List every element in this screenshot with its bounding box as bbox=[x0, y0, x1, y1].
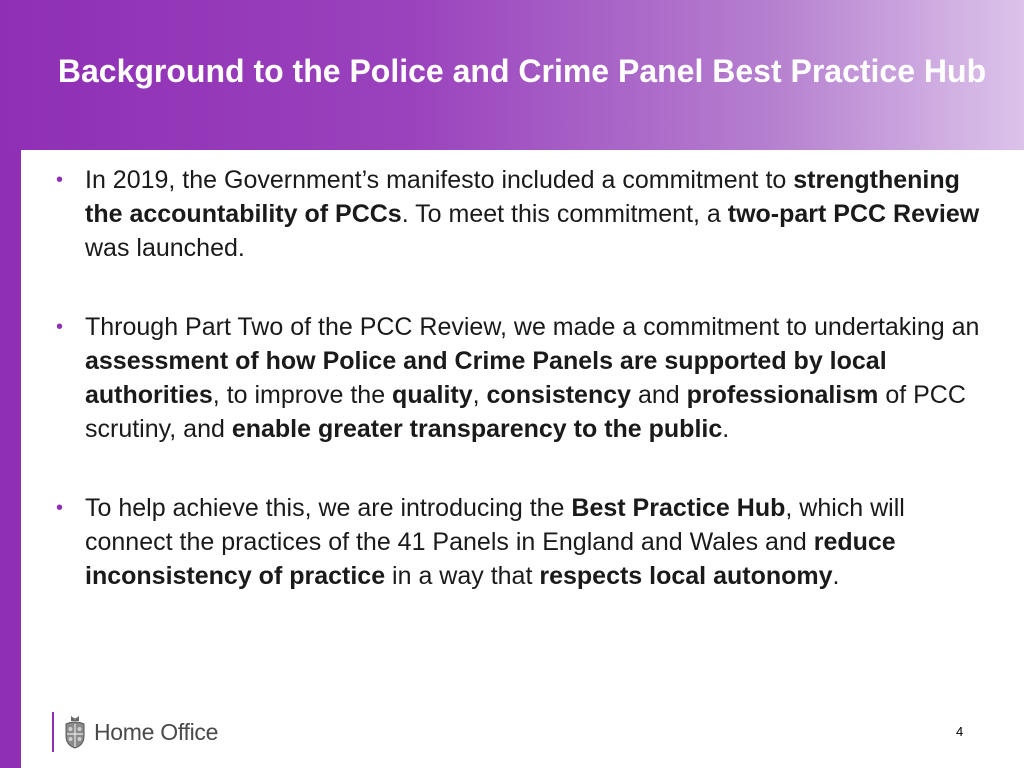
bullet-item bbox=[50, 491, 990, 593]
left-accent-strip bbox=[0, 150, 21, 768]
bullet-item bbox=[50, 310, 990, 446]
bullet-bold-segment: two-part PCC Review bbox=[727, 200, 980, 228]
logo-text: Home Office bbox=[94, 718, 219, 745]
bullet-bold-segment: enable greater transparency to the public bbox=[231, 415, 723, 443]
royal-crest-icon bbox=[62, 714, 88, 750]
bullet-text-segment: In 2019, the Government’s manifesto included a commitment to bbox=[85, 166, 794, 194]
bullet-dot-icon: • bbox=[56, 316, 64, 338]
bullet-item bbox=[50, 163, 990, 265]
bullet-text-segment: , bbox=[472, 381, 487, 409]
page-number: 4 bbox=[956, 724, 964, 739]
bullet-bold-segment: reduce inconsistency of practice bbox=[85, 528, 896, 590]
bullet-bold-segment: Best Practice Hub bbox=[571, 494, 786, 522]
logo-divider bbox=[52, 712, 54, 752]
bullet-bold-segment: professionalism bbox=[686, 381, 879, 409]
bullet-text-segment: was launched. bbox=[85, 234, 245, 262]
bullet-list bbox=[50, 163, 990, 638]
bullet-text-segment: , which will connect the practices of the 41 Panels in England and Wales and bbox=[85, 494, 905, 556]
bullet-text bbox=[85, 166, 979, 262]
bullet-text-segment: in a way that bbox=[385, 562, 540, 590]
bullet-text-segment: . bbox=[722, 415, 730, 443]
bullet-text bbox=[85, 494, 905, 590]
bullet-text-segment: . bbox=[832, 562, 840, 590]
bullet-bold-segment: strengthening the accountability of PCCs bbox=[85, 166, 960, 228]
bullet-text-segment: To help achieve this, we are introducing the bbox=[85, 494, 572, 522]
bullet-text-segment: . To meet this commitment, a bbox=[401, 200, 728, 228]
bullet-dot-icon: • bbox=[56, 497, 64, 519]
bullet-dot-icon: • bbox=[56, 169, 64, 191]
bullet-text-segment: and bbox=[631, 381, 687, 409]
title-banner bbox=[0, 0, 1024, 150]
slide-title: Background to the Police and Crime Panel Best Practice Hub bbox=[57, 53, 987, 89]
bullet-bold-segment: assessment of how Police and Crime Panels are supported by local authorities bbox=[85, 347, 887, 409]
home-office-logo bbox=[52, 712, 218, 752]
bullet-text-segment: , to improve the bbox=[212, 381, 393, 409]
bullet-text-segment: Through Part Two of the PCC Review, we made a commitment to undertaking an bbox=[85, 313, 980, 341]
bullet-bold-segment: respects local autonomy bbox=[539, 562, 833, 590]
bullet-text-segment: of PCC scrutiny, and bbox=[85, 381, 966, 443]
bullet-bold-segment: consistency bbox=[486, 381, 632, 409]
bullet-text bbox=[85, 313, 979, 443]
bullet-bold-segment: quality bbox=[392, 381, 473, 409]
